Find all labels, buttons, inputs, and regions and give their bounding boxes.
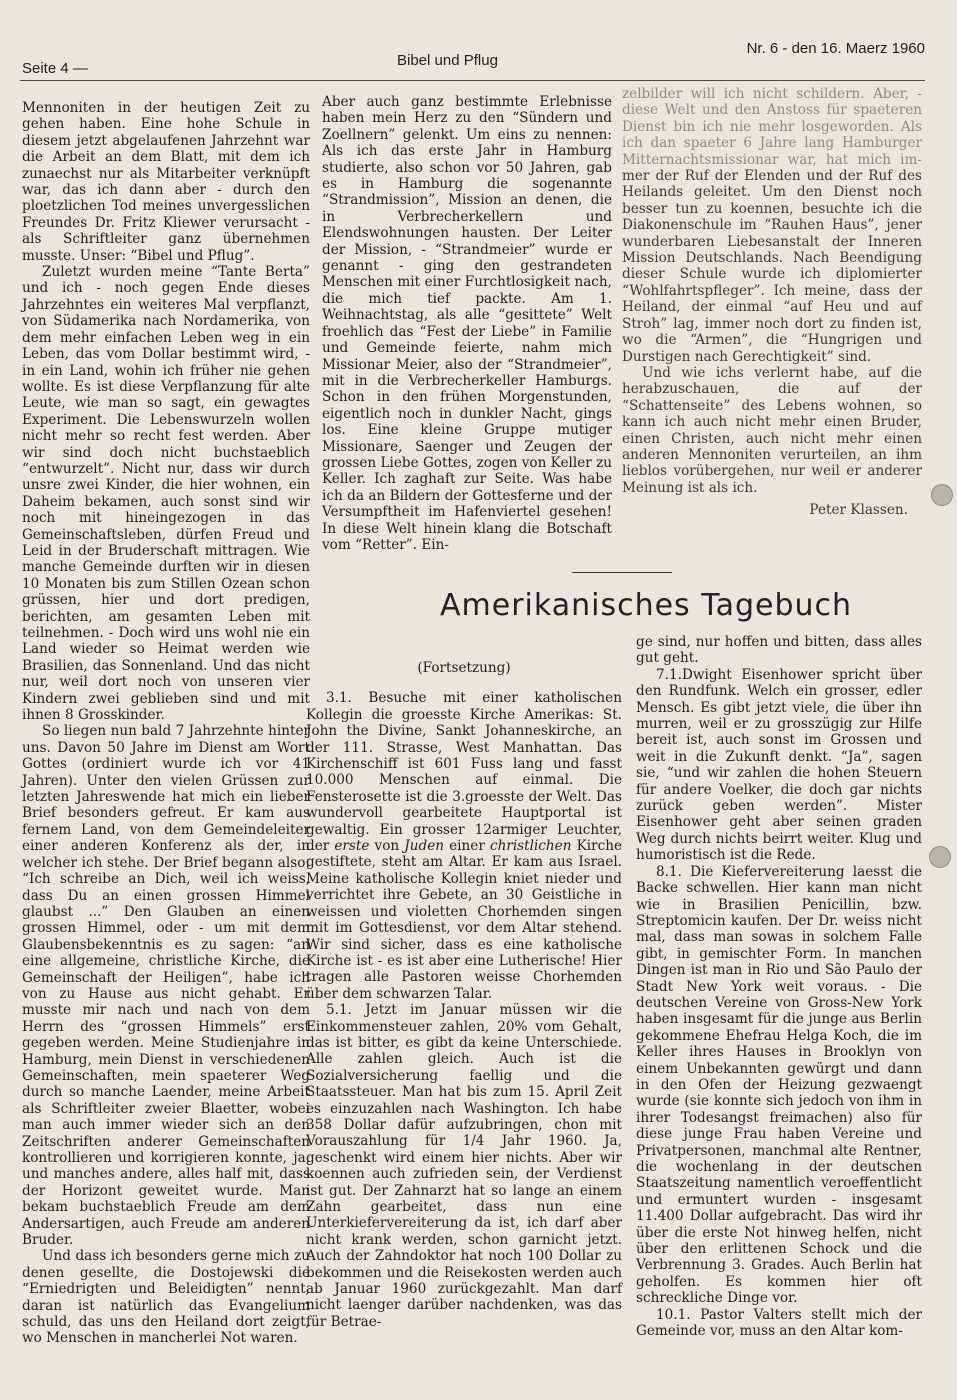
column-middle-top — [322, 94, 612, 553]
paragraph: Und wie ichs verlernt habe, auf die herabzuschauen, die auf der “Schattenseite” des Lebens wohnen, so kann ich auch nicht mehr einen Bruder, einen Christen, auch nicht mehr einen anderen Mennoniten verurteilen, an ihm lieblos vorübergehen, nur weil er anderer Meinung ist als ich. — [622, 364, 922, 496]
paragraph: Aber auch ganz bestimmte Erlebnisse haben mein Herz zu den “Sündern und Zoellnern” gelenkt. Um eins zu nennen: Als ich das erste Jahr in Hamburg studierte, also schon vor 50 Jahren, gab es in Hamburg die sogenannte “Strandmission”, Mission an denen, die in Verbrecherkellern und Elendswohnungen hausten. Der Leiter der Mission, - “Strandmeier” wurde er genannt - ging den gestrandeten Menschen mit einer Furchtlosigkeit nach, die mich tief packte. Am 1. Weihnachtstag, als alle “gesittete” Welt froehlich das “Fest der Liebe” in Familie und Gemeinde feierte, nahm mich Missionar Meier, also der “Strandmeier”, mit in die Verbrecherkeller Hamburgs. Schon in den frühen Morgenstunden, eigentlich noch in dunkler Nacht, gings los. Eine kleine Gruppe mutiger Missionare, Saenger und Zeugen der grossen Liebe Gottes, zogen von Keller zu Keller. Ich zaghaft zur Seite. Was habe ich da an Bildern der Gottesferne und der Versumpftheit im Hafenviertel gesehen! In diese Welt hinein klang die Botschaft vom “Retter”. Ein- — [322, 94, 612, 553]
publication-title: Bibel und Pflug — [397, 52, 498, 69]
column-middle-bottom — [306, 660, 622, 1330]
section-subtitle: (Fortsetzung) — [417, 660, 511, 676]
issue-date: Nr. 6 - den 16. Maerz 1960 — [746, 40, 925, 57]
header-rule — [20, 80, 925, 81]
paragraph: 8.1. Die Kiefervereiterung laesst die Backe schwellen. Hier kann man nicht wie in Brasilien Penicillin, bzw. Streptomicin kaufen. Der Dr. weiss nicht mal, dass man sowas in solchem Falle gibt, in gemischter Form. In manchen Dingen ist man in Rio und São Paulo der Stadt New York weit voraus. - Die deutschen Vereine von Gross-New York haben insgesamt für die junge aus Berlin gekommene Ehefrau Helga Koch, die im Keller ihres Hauses in Brooklyn von einem Unbekannten gewürgt und dann in den Ofen der Heizung gezwaengt wurde (sie konnte sich jedoch von ihm in ihrer Todesangst freimachen) also für diese junge Frau haben Vereine und Privatpersonen, manchmal alte Rentner, die wochenlang in der deutschen Staatszeitung namentlich veroeffentlicht und ermuntert wurden - insgesamt 11.400 Dollar aufgebracht. Das wird ihr über die erste Not hinweg helfen, nicht über den erlittenen Schock und die Verbrennung 3. Grades. Auch Berlin hat geholfen. Es kommen hier oft schreckliche Dinge vor. — [636, 863, 922, 1307]
paragraph: 5.1. Jetzt im Januar müssen wir die Einkommensteuer zahlen, 20% vom Gehalt, das ist bitter, es gibt da keine Unterschiede. Alle zahlen gleich. Auch ist die Sozialversicherung faellig und die Staatssteuer. Man hat bis zum 15. April Zeit es einzuzahlen nach Washington. Ich habe 358 Dollar dafür aufzubringen, chon mit Vorauszahlung für 1/4 Jahr 1960. Ja, geschenkt wird einem hier nichts. Aber wir koennen auch zufrieden sein, der Verdienst ist gut. Der Zahnarzt hat so lange an einem Zahn gearbeitet, dass nun eine Unterkiefervereiterung da ist, ich darf aber nicht krank werden, schon garnicht jetzt. Auch der Zahndoktor hat noch 100 Dollar zu bekommen und die Reisekosten werden auch ab Januar 1960 zurückgezahlt. Man darf nicht laenger darüber nachdenken, was das für Betrae- — [306, 1002, 622, 1330]
binder-hole-icon — [929, 846, 951, 868]
column-right-top — [622, 86, 922, 519]
text-run: mer der Ruf der Elenden und der Ruf des Heilands geleitet. Um den Dienst noch besser tun zu koennen, besuchte ich die Diakonenschule im “Rauhen Haus”, jener wunderbaren Liebesanstalt der Inneren Mission Deutschlands. Nach Beendigung dieser Schule wurde ich diplomierter “Wohlfahrtspfleger”. Ich meine, dass der Heiland, der einmal “auf Heu und auf Stroh” lag, immer noch dort zu finden ist, wo die “Armen”, die “Hungrigen und Durstigen nach Gerechtigkeit” sind. — [622, 168, 922, 365]
text-run: von — [374, 838, 400, 855]
text-run: einer — [449, 838, 485, 855]
column-left — [22, 100, 310, 1347]
paragraph: Und dass ich besonders gerne mich zu denen gesellte, die Dostojewski die “Erniedrigten und Beleidigten” nennt, daran ist natürlich das Evangelium schuld, das uns den Heiland dort zeigt, wo Menschen in mancherlei Not waren. — [22, 1248, 310, 1347]
paragraph — [622, 86, 922, 365]
section-title: Amerikanisches Tagebuch — [440, 588, 853, 623]
author-signature: Peter Klassen. — [809, 502, 908, 519]
binder-hole-icon — [931, 484, 953, 506]
section-divider — [572, 572, 672, 573]
column-right-bottom — [636, 634, 922, 1339]
paragraph: 10.1. Pastor Valters stellt mich der Gemeinde vor, muss an den Altar kom- — [636, 1306, 922, 1340]
paragraph — [306, 690, 622, 1002]
page-header — [22, 40, 925, 80]
italic-word: erste — [334, 838, 370, 855]
paragraph: ge sind, nur hoffen und bitten, dass alles gut geht. — [636, 634, 922, 667]
text-run: 3.1. Besuche mit einer katholischen Kollegin die groesste Kirche Amerikas: St. John the Divine, Sankt Johanneskirche, an der 111. Strasse, West Manhattan. Das Kirchenschiff ist 601 Fuss lang und fasst 10.000 Menschen auf einmal. Die Fensterosette ist die 3.groesste der Welt. Das wundervoll gearbeitete Hauptportal ist gewaltig. Ein grosser 12armiger Leuchter, der — [306, 690, 622, 855]
paragraph: 7.1.Dwight Eisenhower spricht über den Rundfunk. Welch ein grosser, edler Mensch. Es gibt jetzt viele, die über ihn murren, weil er zu grosszügig zur Hilfe bereit ist, auch sonst im Grossen und weit in die Zukunft denkt. “Ja”, sagen sie, “und wir zahlen die hohen Steuern für andere Voelker, die doch gar nichts zurück geben werden”. Mister Eisenhower geht aber seinen graden Weg durch nichts beirrt weiter. Klug und humoristisch ist die Rede. — [636, 666, 922, 864]
text-run: Kirche gestiftete, steht am Altar. Er kam aus Israel. Meine katholische Kollegin kniet nieder und verrichtet ihre Gebete, an 30 Geistliche in weissen und violetten Chorhemden singen mit im Gottesdienst, vor dem Altar stehend. Wir sind sicher, dass es eine katholische Kirche ist - es ist aber eine Lutherische! Hier tragen alle Pastoren weisse Chorhemden über dem schwarzen Talar. — [306, 838, 623, 1002]
italic-word: christlichen — [489, 838, 572, 855]
page-number: Seite 4 — — [22, 60, 88, 77]
paragraph: So liegen nun bald 7 Jahrzehnte hinter uns. Davon 50 Jahre im Dienst am Wort Gottes (ordiniert wurde ich vor 41 Jahren). Unter den vielen Grüssen zur letzten Jahreswende hat mich ein lieber Brief besonders gefreut. Er kam aus fernem Land, von dem Gemeindeleiter einer anderen Konferenz als der, in welcher ich stehe. Der Brief begann also: “Ich schreibe an Dich, weil ich weiss, dass Du an einen grossen Himmel glaubst ...” Den Glauben an einen grossen Himmel, oder - um mit dem Glaubensbekenntnis es zu sagen: “an eine allgemeine, christliche Kirche, die Gemeinschaft der Heiligen”, habe ich von zu Hause aus nicht gehabt. Er musste mir nach und nach von dem Herrn des “grossen Himmels” erst gegeben werden. Meine Studienjahre in Hamburg, mein Dienst in verschiedenen Gemeinschaften, mein spaeterer Weg durch so manche Laender, meine Arbeit als Schriftleiter zweier Blaetter, wobei man auch immer wieder sich an den Zeitschriften anderer Gemeinschaften kontrollieren und korrigieren konnte, ja, und manches andere, alles half mit, dass der Horizont geweitet wurde. Man bekam buchstaeblich Freude am dem Andersartigen, auch Freude am anderen Bruder. — [22, 723, 310, 1249]
paragraph: Zuletzt wurden meine “Tante Berta” und ich - noch gegen Ende dieses Jahrzehntes ein weiteres Mal verpflanzt, von Südamerika nach Nordamerika, von dem mehr einfachen Leben weg in ein Leben, das vom Dollar bestimmt wird, - in ein Land, wohin ich früher nie gehen wollte. Es ist diese Verpflanzung für alte Leute, wie man so sagt, ein gewagtes Experiment. Die Lebenswurzeln wollen nicht mehr so recht fest werden. Aber wir sind doch nicht buchstaeblich “entwurzelt”. Nicht nur, dass wir durch unsre zwei Kinder, die hier wohnen, ein Daheim bekamen, auch sonst sind wir noch mit hineingezogen in das Gemeinschaftsleben, dürfen Freud und Leid in der Bruderschaft mittragen. Wie manche Gemeinde durften wir in diesen 10 Monaten bis zum Stillen Ozean schon grüssen, hier und dort predigen, berichten, am gesamten Leben mit teilnehmen. - Doch wird uns wohl nie ein Land wieder so Heimat werden wie Brasilien, das Sonnenland. Und das nicht nur, weil dort noch von unseren vier Kindern zwei geblieben sind und mit ihnen 8 Grosskinder. — [22, 264, 310, 724]
faded-text: zelbilder will ich nicht schildern. Aber, - diese Welt und den Anstoss für spaeteren Dienst bin ich nie mehr losgeworden. Als ich dan spaeter 6 Jahre lang Hamburger Mitternachtsmissionar war, hat mich im- — [622, 86, 922, 168]
paragraph: Mennoniten in der heutigen Zeit zu gehen haben. Eine hohe Schule in diesem jetzt abgelaufenen Jahrzehnt war die Arbeit an dem Blatt, mit dem ich zunaechst nur als Mitarbeiter verknüpft war, das ich dann aber - durch den ploetzlichen Tod meines unvergesslichen Freundes Dr. Fritz Kliewer verursacht - als Schriftleiter ganz übernehmen musste. Unser: “Bibel und Pflug”. — [22, 100, 310, 264]
italic-word: Juden — [404, 838, 444, 855]
